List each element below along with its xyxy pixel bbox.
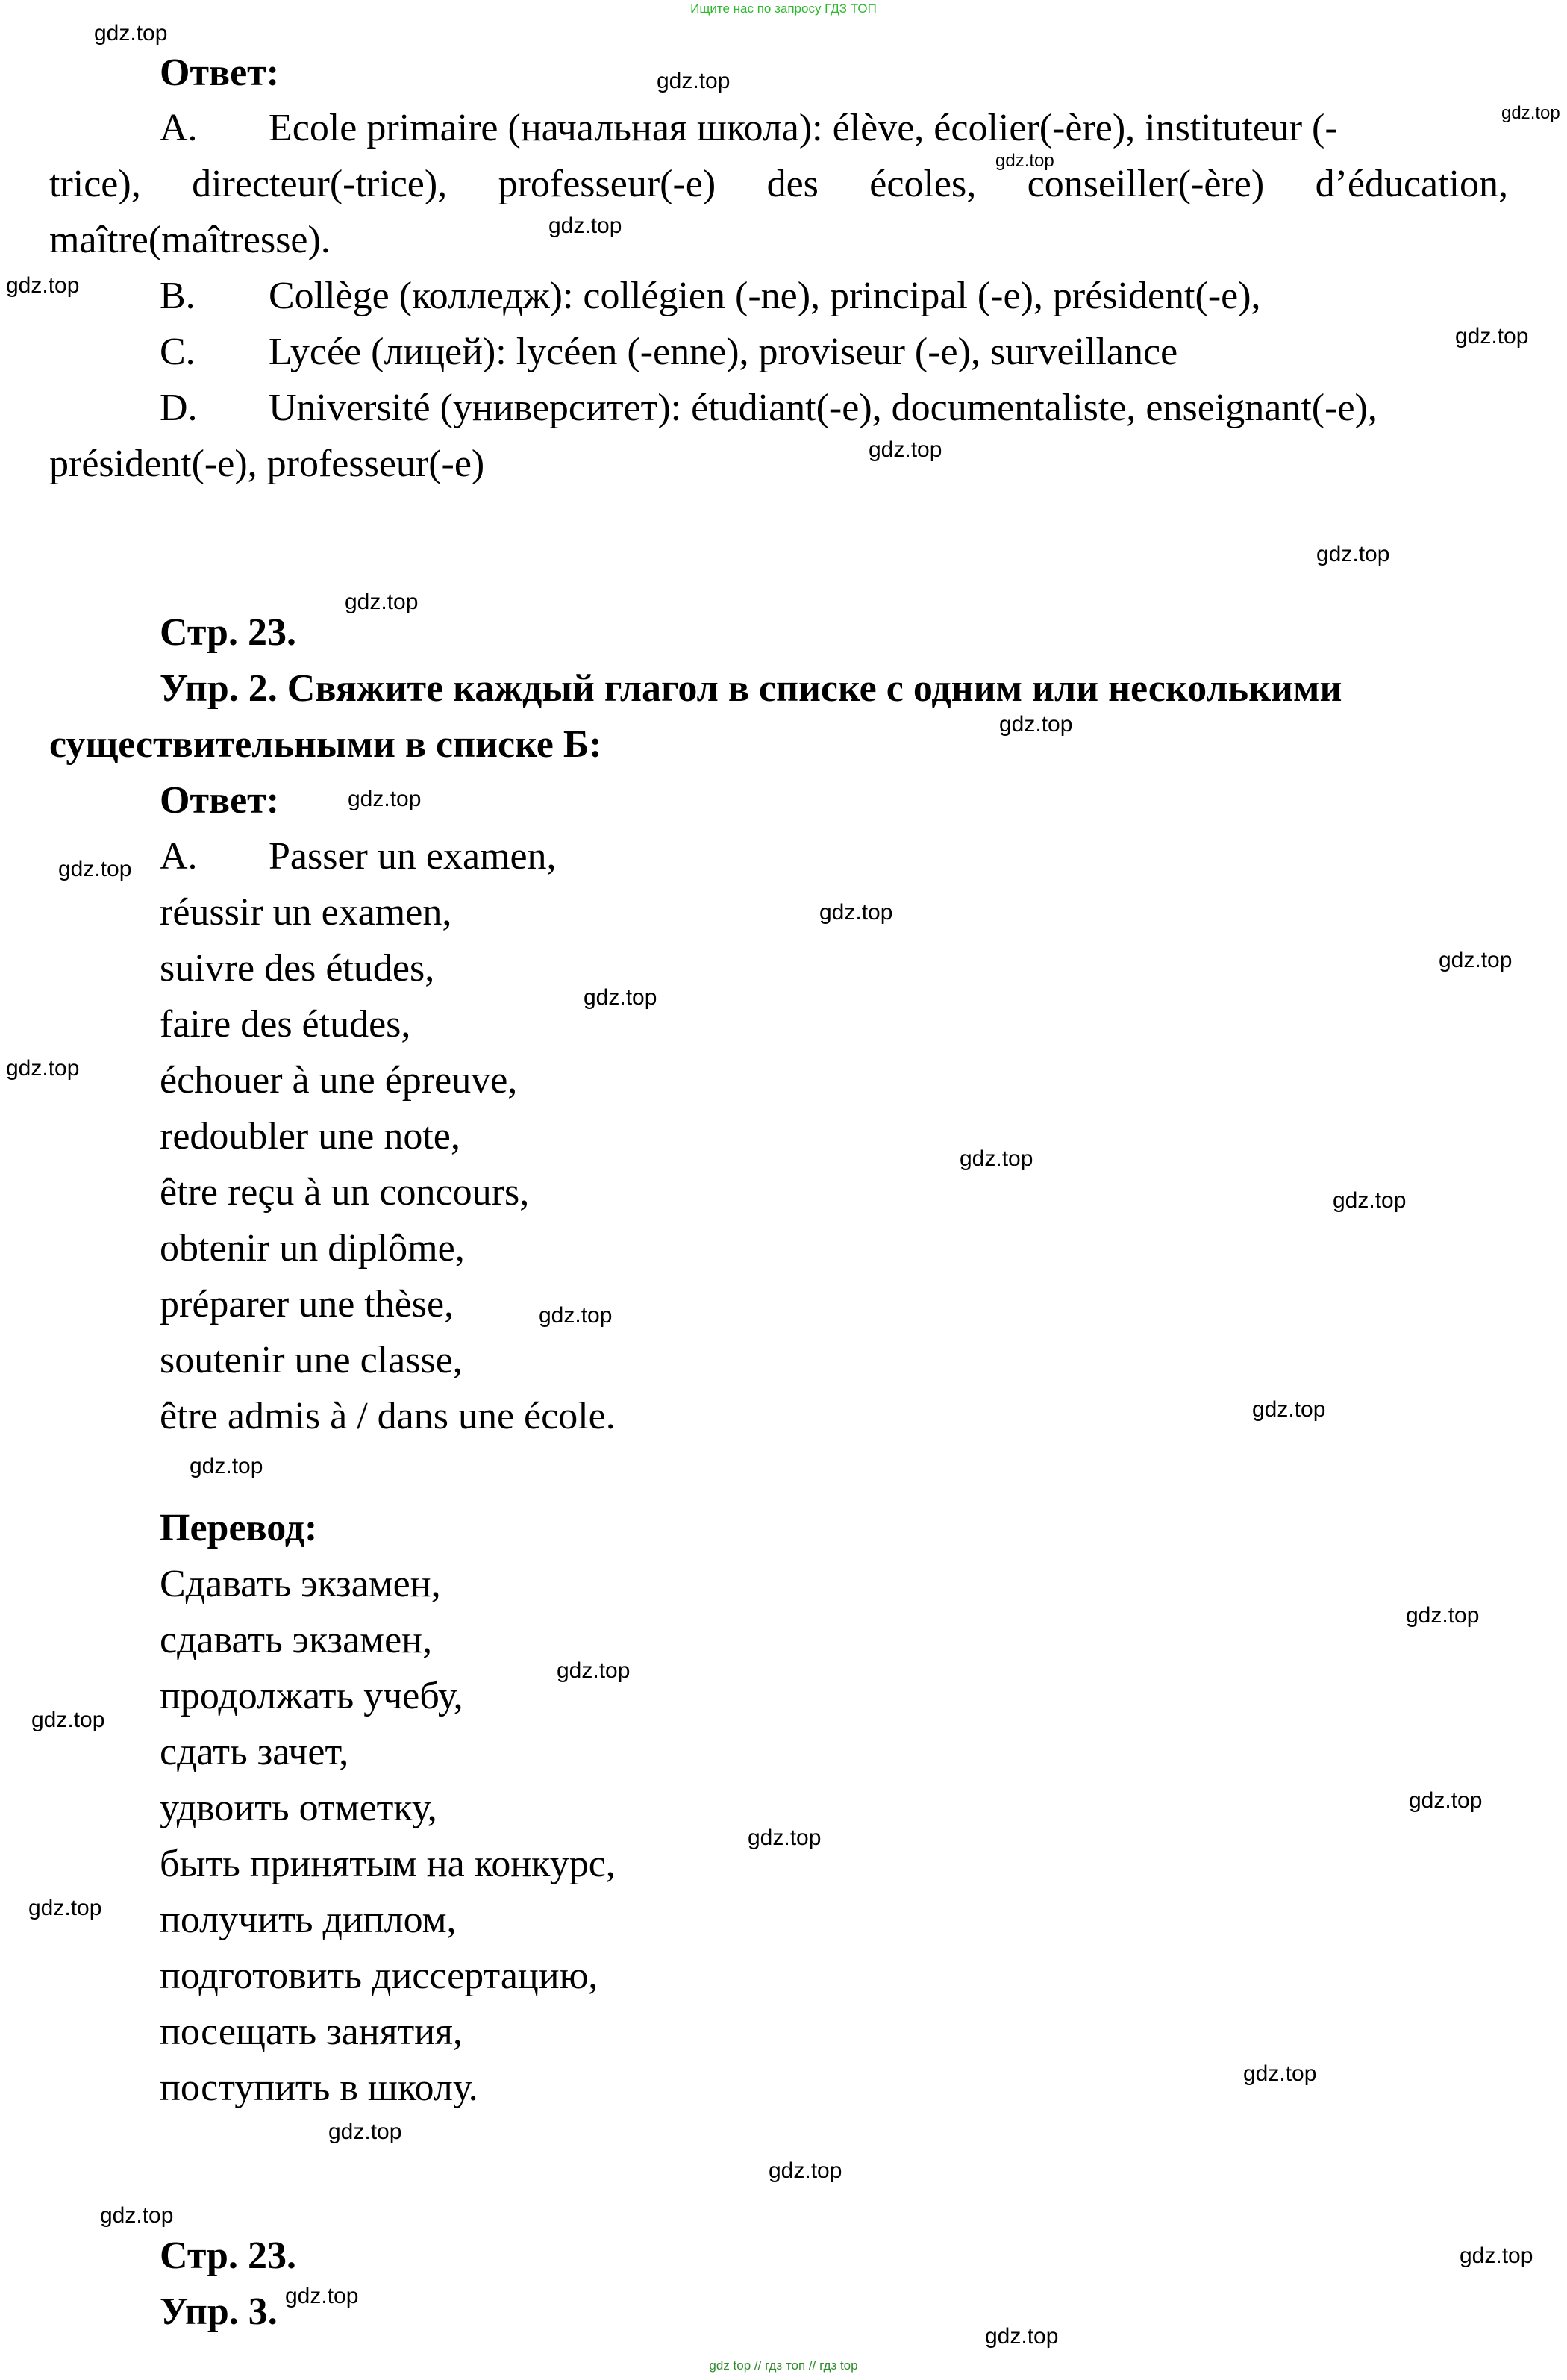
translation-item: сдавать экзамен, — [160, 1619, 432, 1661]
watermark: gdz.top — [960, 1146, 1033, 1171]
phrase-item: préparer une thèse, — [160, 1283, 454, 1325]
watermark: gdz.top — [345, 590, 419, 614]
watermark: gdz.top — [6, 1056, 80, 1081]
watermark: gdz.top — [100, 2203, 174, 2228]
watermark: gdz.top — [985, 2324, 1059, 2349]
watermark: gdz.top — [348, 787, 422, 811]
item-b-text: Collège (колледж): collégien (-ne), principal (-e), président(-e), — [269, 275, 1261, 317]
watermark: gdz.top — [584, 985, 657, 1010]
item-b — [160, 274, 1261, 319]
item-a-text-1: Ecole primaire (начальная школа): élève, écolier(-ère), instituteur (- — [269, 107, 1338, 149]
translation-item: Сдавать экзамен, — [160, 1563, 441, 1605]
translation-item: продолжать учебу, — [160, 1675, 463, 1717]
watermark: gdz.top — [28, 1896, 102, 1920]
item-a-letter: A. — [160, 107, 198, 149]
translation-item: удвоить отметку, — [160, 1787, 437, 1829]
item-c-letter: C. — [160, 331, 196, 373]
phrase-item: réussir un examen, — [160, 891, 452, 934]
watermark: gdz.top — [94, 21, 168, 46]
phrase-item: faire des études, — [160, 1003, 411, 1046]
bottom-banner: gdz top // гдз топ // гдз top — [709, 2358, 858, 2373]
watermark: gdz.top — [1501, 103, 1560, 123]
answer-label: Ответ: — [160, 51, 280, 94]
watermark: gdz.top — [769, 2158, 842, 2183]
item-d-line1 — [160, 386, 1377, 431]
translation-label: Перевод: — [160, 1507, 318, 1549]
watermark: gdz.top — [548, 213, 622, 238]
exercise-heading-line1: Упр. 2. Свяжите каждый глагол в списке с одним или несколькими — [160, 667, 1342, 710]
watermark: gdz.top — [31, 1708, 105, 1732]
watermark: gdz.top — [539, 1303, 613, 1328]
watermark: gdz.top — [995, 151, 1054, 171]
phrase-item: être admis à / dans une école. — [160, 1395, 616, 1437]
item-a-line2: trice), directeur(-trice), professeur(-e) des écoles, conseiller(-ère) d’éducation, — [49, 163, 1509, 205]
top-banner: Ищите нас по запросу ГДЗ ТОП — [690, 1, 877, 16]
translation-item: посещать занятия, — [160, 2011, 463, 2053]
item-a-line3: maître(maîtresse). — [49, 219, 331, 261]
watermark: gdz.top — [190, 1454, 263, 1478]
watermark: gdz.top — [1409, 1788, 1483, 1813]
item-d-text-1: Université (университет): étudiant(-e), documentaliste, enseignant(-e), — [269, 387, 1377, 429]
phrase-item — [160, 834, 557, 879]
phrase-item: soutenir une classe, — [160, 1339, 463, 1381]
exercise-heading-line2: существительными в списке Б: — [49, 723, 602, 766]
watermark: gdz.top — [1243, 2061, 1317, 2086]
watermark: gdz.top — [1333, 1188, 1407, 1213]
page-label: Стр. 23. — [160, 611, 296, 654]
watermark: gdz.top — [1460, 2243, 1533, 2268]
watermark: gdz.top — [657, 69, 731, 93]
watermark: gdz.top — [285, 2284, 359, 2308]
watermark: gdz.top — [999, 712, 1073, 737]
phrase-item: redoubler une note, — [160, 1115, 460, 1158]
watermark: gdz.top — [1252, 1397, 1326, 1422]
phrase-item: obtenir un diplôme, — [160, 1227, 465, 1269]
item-c-text: Lycée (лицей): lycéen (-enne), proviseur (-e), surveillance — [269, 331, 1178, 373]
watermark: gdz.top — [6, 273, 80, 298]
translation-item: подготовить диссертацию, — [160, 1955, 598, 1997]
translation-item: сдать зачет, — [160, 1731, 349, 1773]
page-label-3: Стр. 23. — [160, 2234, 296, 2277]
translation-item: получить диплом, — [160, 1899, 457, 1941]
watermark: gdz.top — [748, 1825, 822, 1850]
phrase-item: être reçu à un concours, — [160, 1171, 530, 1214]
item-c — [160, 330, 1177, 375]
item-d-line2: président(-e), professeur(-e) — [49, 443, 485, 485]
answer-label-2: Ответ: — [160, 779, 280, 822]
watermark: gdz.top — [58, 857, 132, 881]
translation-item: поступить в школу. — [160, 2067, 478, 2109]
watermark: gdz.top — [1316, 542, 1390, 566]
watermark: gdz.top — [1455, 324, 1529, 349]
item-a-line1 — [160, 106, 1338, 151]
watermark: gdz.top — [1406, 1603, 1480, 1628]
watermark: gdz.top — [1439, 948, 1513, 972]
watermark: gdz.top — [328, 2120, 402, 2144]
exercise-label-3: Упр. 3. — [160, 2290, 278, 2333]
phrase-text: Passer un examen, — [269, 835, 557, 878]
phrase-list-letter: A. — [160, 835, 198, 878]
watermark: gdz.top — [869, 437, 942, 462]
phrase-item: échouer à une épreuve, — [160, 1059, 518, 1102]
item-d-letter: D. — [160, 387, 198, 429]
phrase-item: suivre des études, — [160, 947, 435, 990]
watermark: gdz.top — [819, 900, 893, 925]
watermark: gdz.top — [557, 1658, 631, 1683]
item-b-letter: B. — [160, 275, 196, 317]
translation-item: быть принятым на конкурс, — [160, 1843, 616, 1885]
